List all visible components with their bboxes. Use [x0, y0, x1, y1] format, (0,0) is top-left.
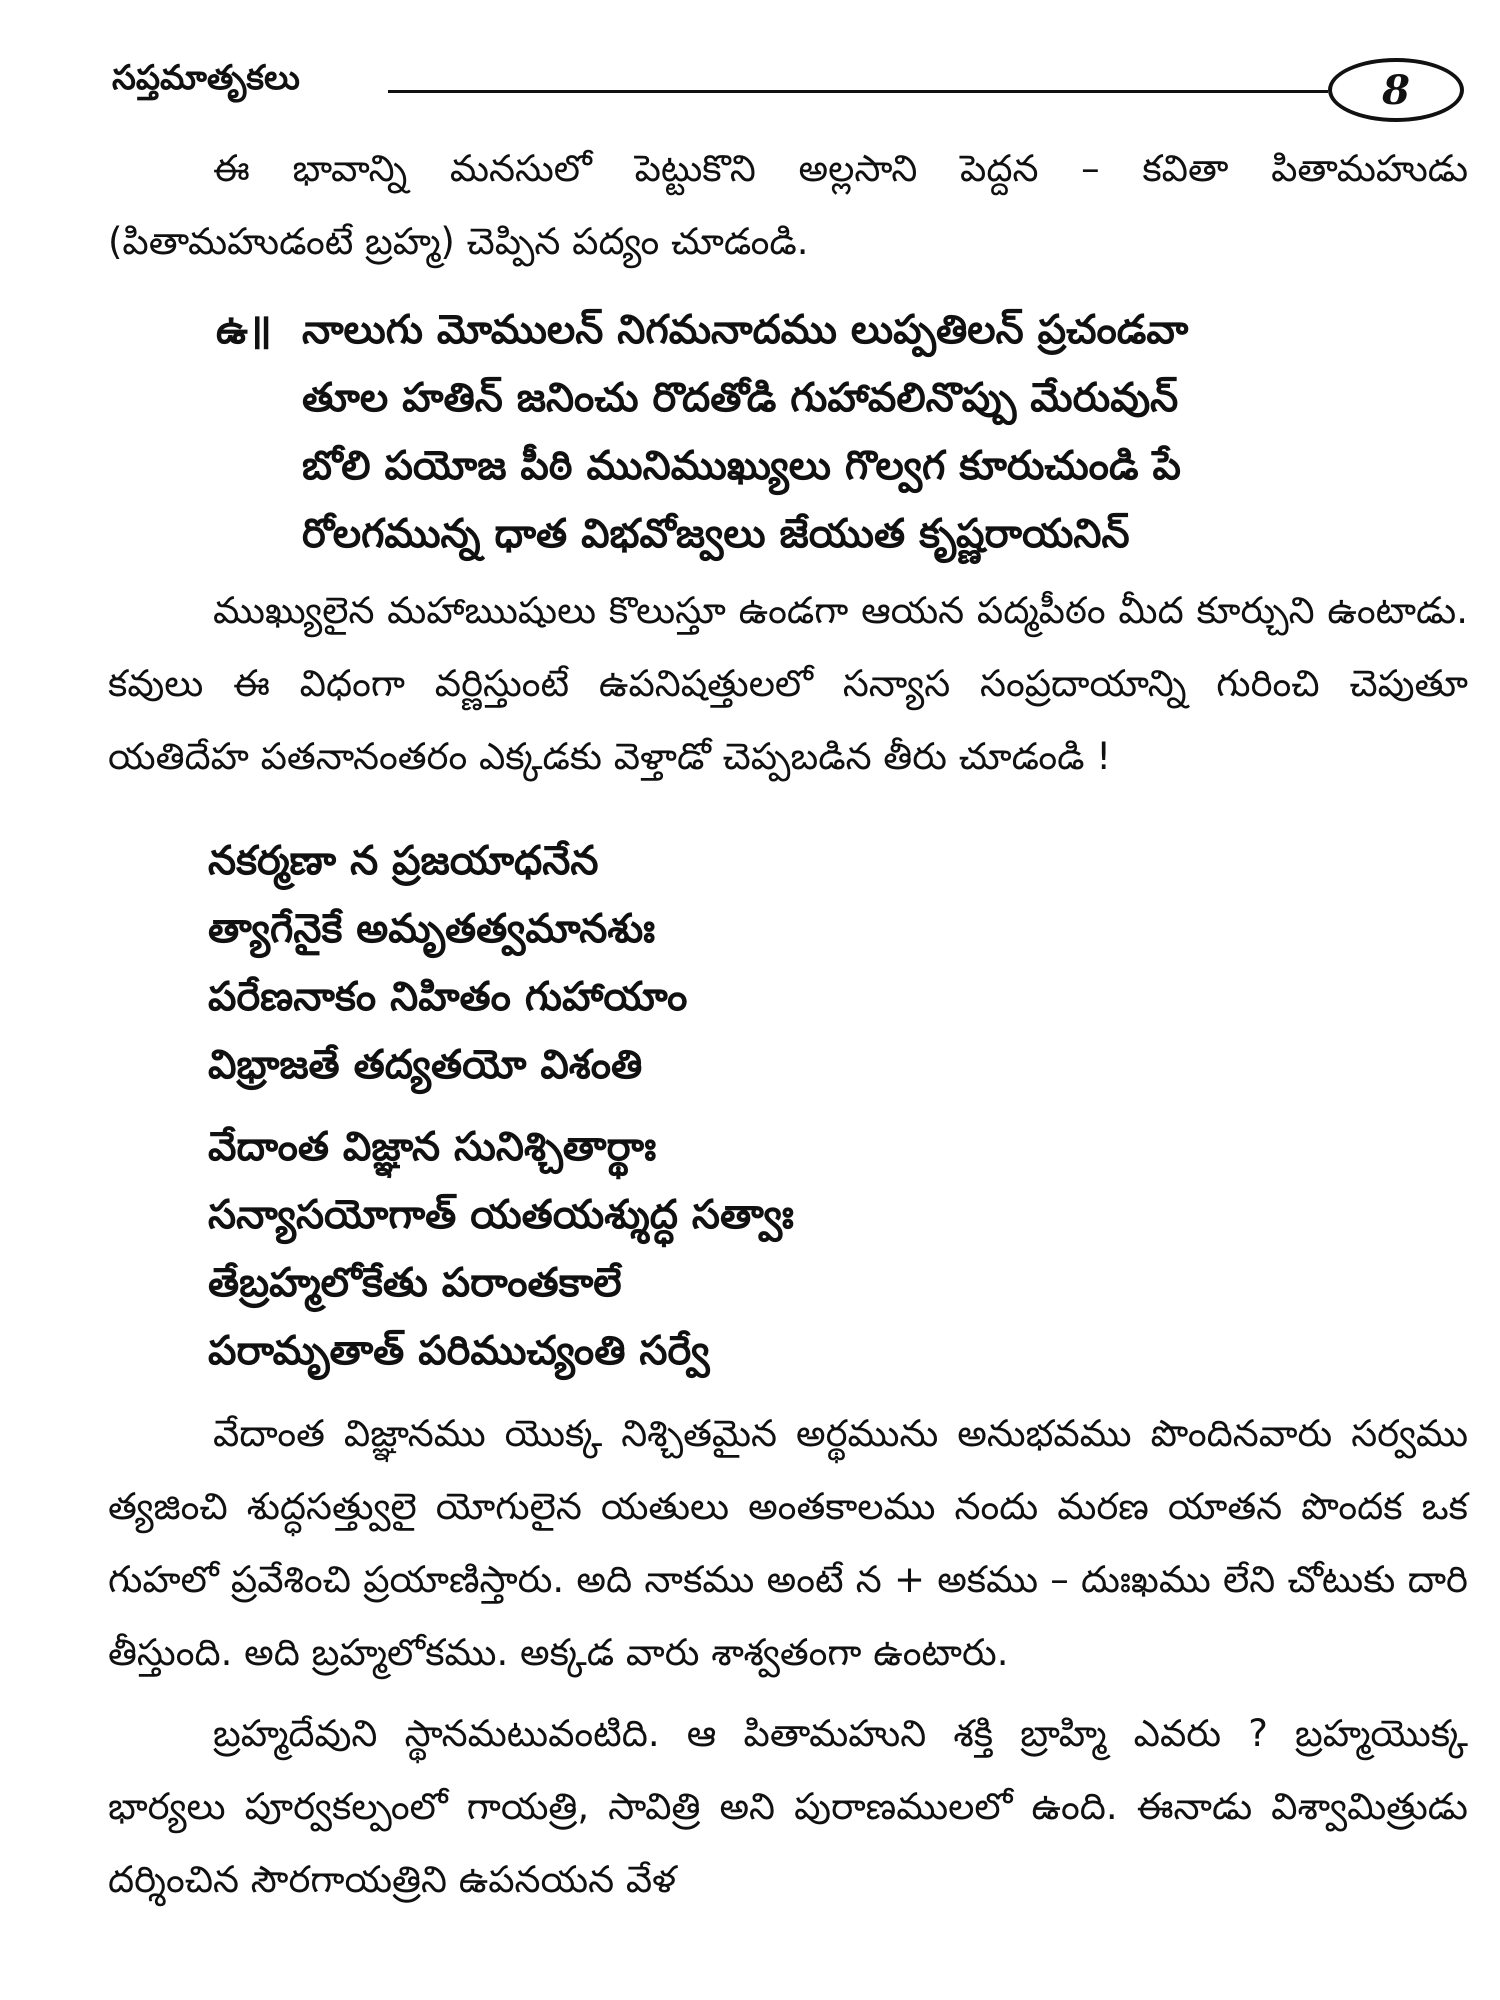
paragraph-3: వేదాంత విజ్ఞానము యొక్క నిశ్చితమైన అర్థమును అనుభవము పొందినవారు సర్వము త్యజించి శుద్ధసత్త్వులై యోగులైన యతులు అంతకాలము నందు మరణ యాతన పొందక ఒక గుహలో ప్రవేశించి ప్రయాణిస్తారు. అది నాకము అంటే న + అకము – దుఃఖము లేని చోటుకు దారి తీస్తుంది. అది బ్రహ్మలోకము. అక్కడ వారు శాశ్వతంగా ఉంటారు.	[108, 1412, 1468, 1674]
page-number: 8	[1382, 66, 1410, 114]
shloka-block-2	[208, 1113, 1468, 1385]
page-header	[0, 0, 1500, 150]
poem-block	[216, 296, 1468, 568]
page-number-oval	[1328, 58, 1464, 122]
shloka-line: విభ్రాజతే తద్యతయో విశంతి	[208, 1042, 643, 1088]
shloka-line: త్యాగేనైకే అమృతత్వమానశుః	[208, 906, 656, 952]
paragraph-4: బ్రహ్మదేవుని స్థానమటువంటిది. ఆ పితామహుని శక్తి బ్రాహ్మి ఎవరు ? బ్రహ్మయొక్క భార్యలు పూర్వకల్పంలో గాయత్రి, సావిత్రి అని పురాణములలో ఉంది. ఈనాడు విశ్వామిత్రుడు దర్శించిన సౌరగాయత్రిని ఉపనయన వేళ	[108, 1712, 1468, 1901]
poem-line: బోలి పయోజ పీఠి మునిముఖ్యులు గొల్వగ కూరుచుండి పే	[302, 443, 1181, 489]
paragraph-1: ఈ భావాన్ని మనసులో పెట్టుకొని అల్లసాని పెద్దన – కవితా పితామహుడు (పితామహుడంటే బ్రహ్మ) చెప్పిన పద్యం చూడండి.	[108, 147, 1468, 263]
poem-line: తూల హతిన్ జనించు రొదతోడి గుహావలినొప్పు మేరువున్	[302, 375, 1179, 421]
poem-line-text: నాలుగు మోములన్ నిగమనాదము లుప్పతిలన్ ప్రచండవా	[302, 307, 1189, 353]
shloka-line: వేదాంత విజ్ఞాన సునిశ్చితార్థాః	[208, 1124, 657, 1170]
page-body	[108, 132, 1468, 1916]
shloka-block-1	[208, 827, 1468, 1099]
header-rule	[388, 90, 1328, 93]
running-title: సప్తమాతృకలు	[112, 58, 300, 98]
paragraph-2: ముఖ్యులైన మహాఋషులు కొలుస్తూ ఉండగా ఆయన పద్మపీఠం మీద కూర్చుని ఉంటాడు. కవులు ఈ విధంగా వర్ణిస్తుంటే ఉపనిషత్తులలో సన్యాస సంప్రదాయాన్ని గురించి చెపుతూ యతిదేహ పతనానంతరం ఎక్కడకు వెళ్తాడో చెప్పబడిన తీరు చూడండి !	[108, 589, 1468, 778]
shloka-line: నకర్మణా న ప్రజయాధనేన	[208, 838, 599, 884]
shloka-line: పరేణనాకం నిహితం గుహాయాం	[208, 974, 688, 1020]
poem-line	[216, 296, 1468, 364]
shloka-line: తేబ్రహ్మలోకేతు పరాంతకాలే	[208, 1260, 622, 1306]
poem-meter-mark: ఉ॥	[216, 307, 272, 353]
poem-line: రోలగమున్న ధాత విభవోజ్వలు జేయుత కృష్ణరాయనిన్	[302, 511, 1130, 557]
shloka-line: సన్యాసయోగాత్ యతయశ్శుద్ధ సత్వాః	[208, 1192, 794, 1238]
shloka-line: పరామృతాత్ పరిముచ్యంతి సర్వే	[208, 1328, 710, 1374]
